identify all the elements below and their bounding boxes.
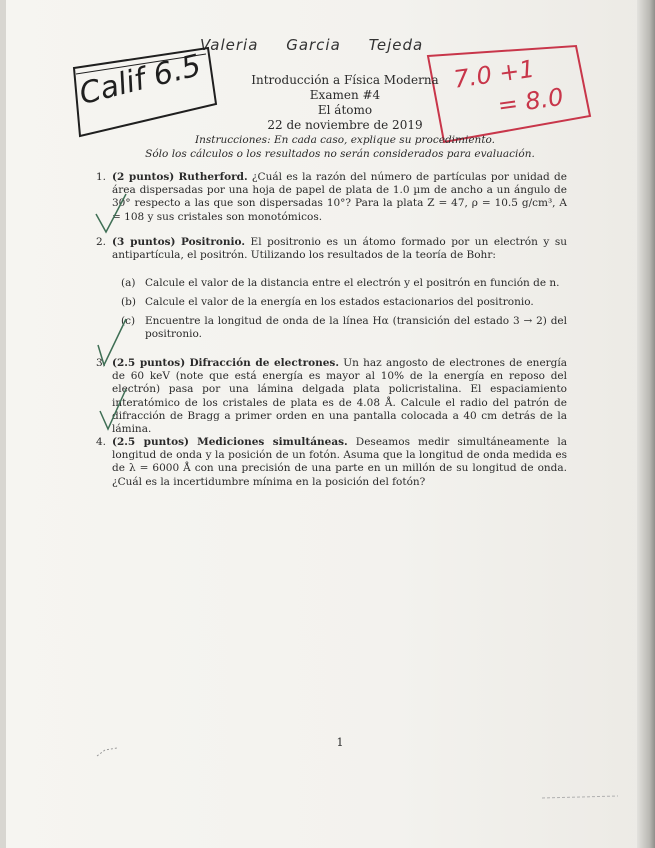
question-2-part-a — [121, 277, 567, 290]
exam-number: Examen #4 — [309, 88, 381, 102]
calificacion-handwritten: Calif 6.5 — [76, 48, 205, 112]
question-number: 2. — [96, 236, 107, 248]
question-points: (2 puntos) — [112, 171, 175, 183]
stray-pencil-mark — [95, 740, 135, 760]
part-label: (c) — [121, 315, 136, 327]
exam-topic: El átomo — [317, 103, 373, 117]
check-mark-icon — [92, 190, 132, 240]
page-number: 1 — [336, 736, 344, 749]
question-title: Positronio. — [181, 236, 245, 248]
score-line-1: 7.0 +1 — [452, 54, 537, 94]
student-last-name: Garcia — [286, 36, 341, 54]
question-text: Deseamos medir simultáneamente la longitud de onda y la posición de un fotón. Asuma que la longitud de onda medida es de λ = 6000 Å con una precisión de una parte en un millón de su longitud de onda. ¿Cuál es la incertidumbre mínima en la posición del fotón? — [112, 436, 568, 488]
question-number: 4. — [96, 436, 107, 448]
student-name — [200, 36, 445, 54]
check-mark-icon — [96, 385, 136, 435]
question-points: (2.5 puntos) — [112, 357, 186, 369]
question-2-part-c — [121, 315, 567, 341]
question-text: ¿Cuál es la razón del número de partículas por unidad de área dispersadas por una hoja de papel de plata de 1.0 µm de ancho a un ángulo de 30° respecto a las que son dispersadas 10°? Para la plata Z = 47, ρ = 10.5 g/cm³, A = 108 y sus cristales son monotómicos. — [112, 171, 567, 223]
question-2 — [96, 236, 567, 262]
question-text: El positronio es un átomo formado por un electrón y su antipartícula, el positrón. Utilizando los resultados de la teoría de Bohr: — [112, 236, 567, 262]
question-text: Un haz angosto de electrones de energía de 60 keV (note que está energía es mayor al 10% de la energía en reposo del electrón) pasa por una lámina delgada plata policristalina. El espaciamiento interatómico de los cristales de plata es de 4.08 Å. Calcule el radio del patrón de difracción de Bragg a primer orden en una pantalla colocada a 40 cm detrás de la lámina. — [112, 357, 568, 436]
question-4 — [96, 436, 568, 489]
part-text: Encuentre la longitud de onda de la línea Hα (transición del estado 3 → 2) del positronio. — [145, 315, 567, 341]
part-text: Calcule el valor de la energía en los estados estacionarios del positronio. — [145, 296, 534, 308]
question-points: (3 puntos) — [112, 236, 176, 248]
question-points: (2.5 puntos) — [112, 436, 189, 448]
question-title: Difracción de electrones. — [189, 357, 339, 369]
question-2-part-b — [121, 296, 567, 309]
scan-edge-left — [0, 0, 6, 848]
question-3 — [96, 357, 568, 436]
part-text: Calcule el valor de la distancia entre el electrón y el positrón en función de n. — [145, 277, 560, 289]
part-label: (a) — [121, 277, 136, 289]
part-label: (b) — [121, 296, 136, 308]
question-title: Mediciones simultáneas. — [197, 436, 348, 448]
score-line-2: = 8.0 — [496, 82, 566, 120]
question-title: Rutherford. — [178, 171, 248, 183]
instructions-line-1: Instrucciones: En cada caso, explique su procedimiento. — [194, 134, 496, 146]
instructions-line-2: Sólo los cálculos o los resultados no serán considerados para evaluación. — [145, 148, 535, 160]
scan-edge-right — [637, 0, 655, 848]
student-second-last-name: Tejeda — [368, 36, 424, 54]
stray-pencil-mark — [540, 790, 620, 804]
check-mark-icon — [92, 315, 132, 370]
question-number: 1. — [96, 171, 107, 183]
course-title: Introducción a Física Moderna — [251, 73, 439, 87]
exam-date: 22 de noviembre de 2019 — [267, 118, 423, 132]
student-first-name: Valeria — [200, 36, 259, 54]
question-number: 3. — [96, 357, 107, 369]
question-1 — [96, 171, 567, 224]
